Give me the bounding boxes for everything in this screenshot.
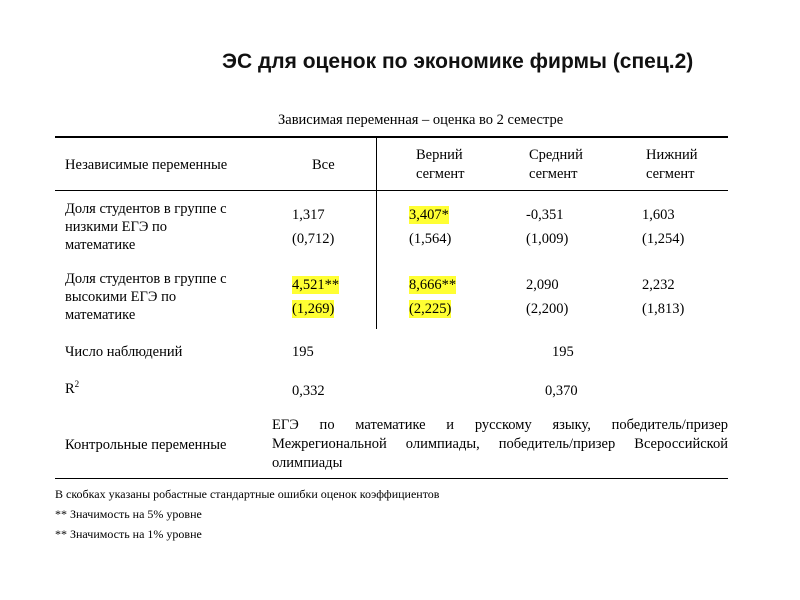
obs-label: Число наблюдений (65, 344, 183, 360)
row2-label-line2: высокими ЕГЭ по (65, 289, 177, 305)
r2-superscript: 2 (74, 379, 80, 390)
row2-top-se: (2,225) (409, 301, 452, 317)
row2-label-line3: математике (65, 307, 136, 323)
r2-letter: R (65, 381, 75, 397)
header-low-segment-line2: сегмент (646, 166, 695, 182)
row1-label-line2: низкими ЕГЭ по (65, 219, 168, 235)
header-mid-segment-line1: Средний (529, 147, 583, 163)
r2-segments: 0,370 (545, 383, 578, 399)
footnote-1: В скобках указаны робастные стандартные ошибки оценок коэффициентов (55, 487, 440, 501)
obs-all: 195 (292, 344, 314, 360)
row1-top-se: (1,564) (409, 231, 452, 247)
table-top-rule (55, 136, 728, 138)
row1-top-coef: 3,407* (409, 207, 449, 223)
row2-label-line1: Доля студентов в группе с (65, 271, 227, 287)
header-top-segment-line2: сегмент (416, 166, 465, 182)
header-low-segment-line1: Нижний (646, 147, 698, 163)
row2-low-coef: 2,232 (642, 277, 675, 293)
row1-mid-se: (1,009) (526, 231, 569, 247)
controls-text: ЕГЭ по математике и русскому языку, победитель/призер Межрегиональной олимпиады, победитель/призер Всероссийской олимпиады (272, 417, 728, 471)
r2-all: 0,332 (292, 383, 325, 399)
row2-all-coef: 4,521** (292, 277, 340, 293)
table-caption: Зависимая переменная – оценка во 2 семестре (278, 112, 564, 128)
row2-mid-coef: 2,090 (526, 277, 559, 293)
row1-low-se: (1,254) (642, 231, 685, 247)
obs-segments: 195 (552, 344, 574, 360)
row1-label-line1: Доля студентов в группе с (65, 201, 227, 217)
footnote-2: ** Значимость на 5% уровне (55, 507, 202, 521)
header-mid-segment-line2: сегмент (529, 166, 578, 182)
header-independent-vars: Независимые переменные (65, 157, 228, 173)
header-top-segment-line1: Верний (416, 147, 463, 163)
row2-low-se: (1,813) (642, 301, 685, 317)
header-all: Все (312, 157, 335, 173)
page-title: ЭС для оценок по экономике фирмы (спец.2) (222, 50, 694, 73)
row1-mid-coef: -0,351 (526, 207, 564, 223)
table-bottom-rule (55, 478, 728, 479)
r2-label (65, 380, 79, 398)
header-bottom-rule (55, 190, 728, 191)
row1-low-coef: 1,603 (642, 207, 675, 223)
footnote-3: ** Значимость на 1% уровне (55, 527, 202, 541)
row1-all-coef: 1,317 (292, 207, 325, 223)
row1-all-se: (0,712) (292, 231, 335, 247)
controls-label: Контрольные переменные (65, 437, 227, 453)
row2-all-se: (1,269) (292, 301, 335, 317)
row2-mid-se: (2,200) (526, 301, 569, 317)
row2-top-coef: 8,666** (409, 277, 457, 293)
segments-divider (376, 136, 377, 329)
row1-label-line3: математике (65, 237, 136, 253)
